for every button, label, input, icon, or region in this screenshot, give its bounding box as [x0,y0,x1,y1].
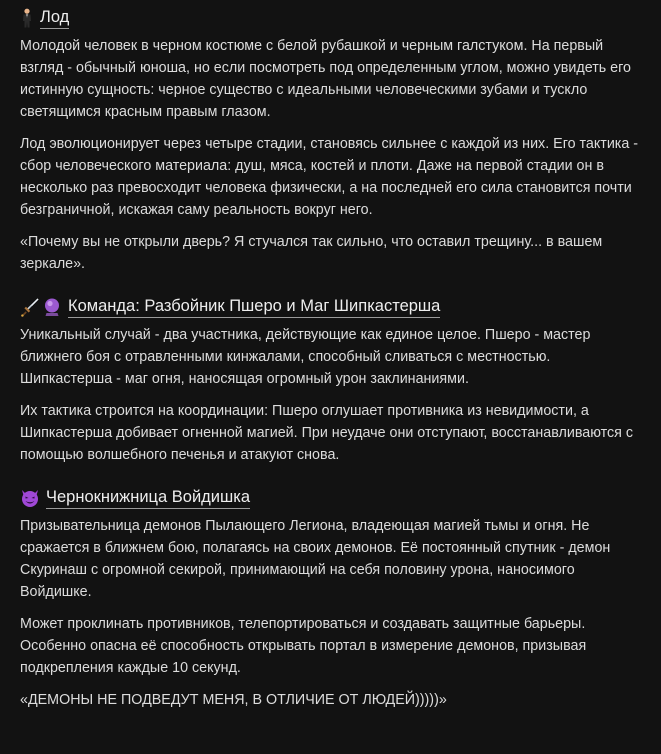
section-title: Команда: Разбойник Пшеро и Маг Шипкастерша [68,295,440,318]
quote-paragraph: «ДЕМОНЫ НЕ ПОДВЕДУТ МЕНЯ, В ОТЛИЧИЕ ОТ ЛЮДЕЙ)))))» [20,692,447,708]
paragraph: Их тактика строится на координации: Пшеро оглушает противника из невидимости, а Шипкастерша добивает огненной магией. При неудаче они отступают, восстанавливаются с помощью волшебного печенья и атакуют снова. [20,403,634,463]
document [20,6,641,711]
section-voidishka [20,486,641,711]
section-heading [20,295,641,318]
man-in-suit-icon [20,8,34,28]
section-title: Лод [40,6,69,29]
quote-paragraph: «Почему вы не открыли дверь? Я стучался так сильно, что оставил трещину... в вашем зеркале». [20,234,603,272]
paragraph: Уникальный случай - два участника, действующие как единое целое. Пшеро - мастер ближнего боя с отравленными кинжалами, способный сливаться с местностью. Шипкастерша - маг огня, наносящая огромный урон заклинаниями. [20,327,591,387]
smiling-devil-icon [20,488,40,508]
dagger-icon [20,297,40,317]
section-team [20,295,641,466]
paragraph: Молодой человек в черном костюме с белой рубашкой и черным галстуком. На первый взгляд - обычный юноша, но если посмотреть под определенным углом, можно увидеть его истинную сущность: черное существо с идеальными человеческими зубами и тускло светящимся красным правым глазом. [20,38,631,120]
section-heading [20,486,641,509]
section-heading [20,6,641,29]
paragraph: Лод эволюционирует через четыре стадии, становясь сильнее с каждой из них. Его тактика - сбор человеческого материала: душ, мяса, костей и плоти. Даже на первой стадии он в несколько раз превосходит человека физически, а на последней его сила становится почти безграничной, искажая саму реальность вокруг него. [20,136,639,218]
paragraph: Призывательница демонов Пылающего Легиона, владеющая магией тьмы и огня. Не сражается в ближнем бою, полагаясь на своих демонов. Её постоянный спутник - демон Скуринаш с огромной секирой, принимающий на себя половину урона, наносимого Войдишке. [20,518,611,600]
section-title: Чернокнижница Войдишка [46,486,250,509]
paragraph: Может проклинать противников, телепортироваться и создавать защитные барьеры. Особенно опасна её способность открывать портал в измерение демонов, призывая подкрепления каждые 10 секунд. [20,616,587,676]
section-lod [20,6,641,275]
crystal-ball-icon [42,297,62,317]
